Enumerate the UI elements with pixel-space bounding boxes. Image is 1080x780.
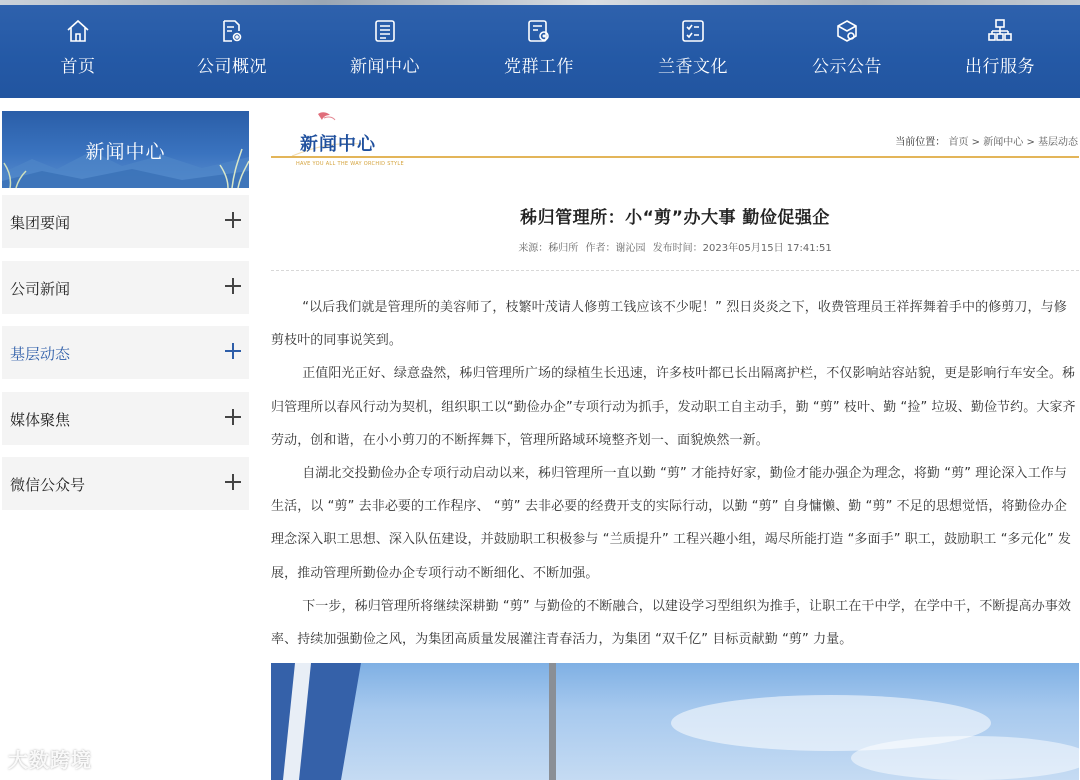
expand-plus-icon[interactable] xyxy=(225,343,241,359)
article-paragraph: “以后我们就是管理所的美容师了，枝繁叶茂请人修剪工钱应该不少呢！” 烈日炎炎之下，收费管理员王祥挥舞着手中的修剪刀，与修剪枝叶的同事说笑到。 xyxy=(271,300,1067,349)
nav-label: 出行服务 xyxy=(965,57,1035,77)
article-source: 来源：秭归所 xyxy=(518,243,579,254)
sidebar-item-label: 集团要闻 xyxy=(10,214,71,232)
nav-label: 新闻中心 xyxy=(350,57,420,77)
nav-item-travel-services[interactable] xyxy=(940,18,1060,77)
org-chart-icon xyxy=(987,18,1013,44)
sidebar-title: 新闻中心 xyxy=(85,141,166,163)
expand-plus-icon[interactable] xyxy=(225,474,241,490)
document-gear-icon xyxy=(219,18,245,44)
announcement-box-icon xyxy=(834,18,860,44)
sidebar-item-label: 微信公众号 xyxy=(10,476,86,494)
expand-plus-icon[interactable] xyxy=(225,278,241,294)
nav-item-lanxiang-culture[interactable] xyxy=(633,18,753,77)
nav-label: 公司概况 xyxy=(197,57,267,77)
article-title: 秭归管理所：小“剪”办大事 勤俭促强企 xyxy=(520,208,830,228)
section-divider xyxy=(271,156,1079,158)
nav-label: 公示公告 xyxy=(812,57,882,77)
nav-label: 首页 xyxy=(60,57,96,77)
article-paragraph: 正值阳光正好、绿意盎然，秭归管理所广场的绿植生长迅速，许多枝叶都已长出隔离护栏，不仅影响站容站貌，更是影响行车安全。秭归管理所以春风行动为契机，组织职工以“勤俭办企”专项行动为抓手，发动职工自主动手，勤 “剪” 枝叶、勤 “捡” 垃圾、勤俭节约。大家齐劳动，创和谐，在小小剪刀的不断挥舞下，管理所路域环境整齐划一、面貌焕然一新。 xyxy=(271,366,1076,448)
section-title: 新闻中心 xyxy=(300,134,376,155)
photo-scene xyxy=(271,663,1079,780)
breadcrumb-separator: > xyxy=(1026,137,1038,148)
nav-item-party-work[interactable] xyxy=(479,18,599,77)
breadcrumb-news-center-link[interactable]: 新闻中心 xyxy=(983,137,1024,148)
watermark-logo: 大数跨境 xyxy=(8,748,92,772)
nav-item-announcements[interactable] xyxy=(787,18,907,77)
article-publish-time: 发布时间：2023年05月15日 17:41:51 xyxy=(652,243,832,254)
article-photo xyxy=(271,663,1079,780)
expand-plus-icon[interactable] xyxy=(225,409,241,425)
sidebar-item-label: 基层动态 xyxy=(10,345,71,363)
breadcrumb xyxy=(895,133,1078,148)
sidebar-item-company-news[interactable] xyxy=(2,261,249,314)
article-paragraph: 下一步，秭归管理所将继续深耕勤 “剪” 与勤俭的不断融合，以建设学习型组织为推手，让职工在干中学，在学中干，不断提高办事效率、持续加强勤俭之风，为集团高质量发展灌注青春活力，为集团 “双千亿” 目标贡献勤 “剪” 力量。 xyxy=(271,598,1072,648)
sidebar-header xyxy=(2,111,249,188)
sidebar-item-grassroots-news[interactable] xyxy=(2,326,249,379)
article-meta xyxy=(271,239,1079,254)
sidebar-item-wechat-account[interactable] xyxy=(2,457,249,510)
article-divider xyxy=(271,270,1079,271)
home-icon xyxy=(65,18,91,44)
breadcrumb-separator: > xyxy=(971,137,981,148)
section-subtitle: HAVE YOU ALL THE WAY ORCHID STYLE xyxy=(296,161,404,167)
nav-item-home[interactable] xyxy=(18,18,138,77)
sidebar-item-group-news[interactable] xyxy=(2,195,249,248)
expand-plus-icon[interactable] xyxy=(225,212,241,228)
party-card-icon xyxy=(526,18,552,44)
sidebar-item-label: 媒体聚焦 xyxy=(10,411,71,429)
checklist-icon xyxy=(680,18,706,44)
nav-item-company-overview[interactable] xyxy=(172,18,292,77)
sidebar-item-label: 公司新闻 xyxy=(10,280,71,298)
header-banner-strip xyxy=(0,0,1080,5)
nav-item-news-center[interactable] xyxy=(325,18,445,77)
breadcrumb-home-link[interactable]: 首页 xyxy=(948,137,969,148)
article-body xyxy=(271,291,1076,656)
news-list-icon xyxy=(372,18,398,44)
sidebar-item-media-focus[interactable] xyxy=(2,392,249,445)
article-author: 作者：谢沁园 xyxy=(585,243,646,254)
top-nav xyxy=(0,0,1080,98)
nav-label: 党群工作 xyxy=(504,57,574,77)
nav-label: 兰香文化 xyxy=(658,57,728,77)
breadcrumb-label: 当前位置： xyxy=(895,137,946,148)
article-paragraph: 自湖北交投勤俭办企专项行动启动以来，秭归管理所一直以勤 “剪” 才能持好家，勤俭才能办强企为理念，将勤 “剪” 理论深入工作与生活，以 “剪” 去非必要的工作程序、 “剪” 去非必要的经费开支的实际行动，以勤 “剪” 自身慵懒、勤 “剪” 不足的思想觉悟，将勤俭办企理念深入职工思想、深入队伍建设，并鼓励职工积极参与 “兰质提升” 工程兴趣小组，竭尽所能打造 “多面手” 职工，鼓励职工 “多元化” 发展，推动管理所勤俭办企专项行动不断细化、不断加强。 xyxy=(271,466,1072,581)
breadcrumb-current-link[interactable]: 基层动态 xyxy=(1038,137,1078,148)
